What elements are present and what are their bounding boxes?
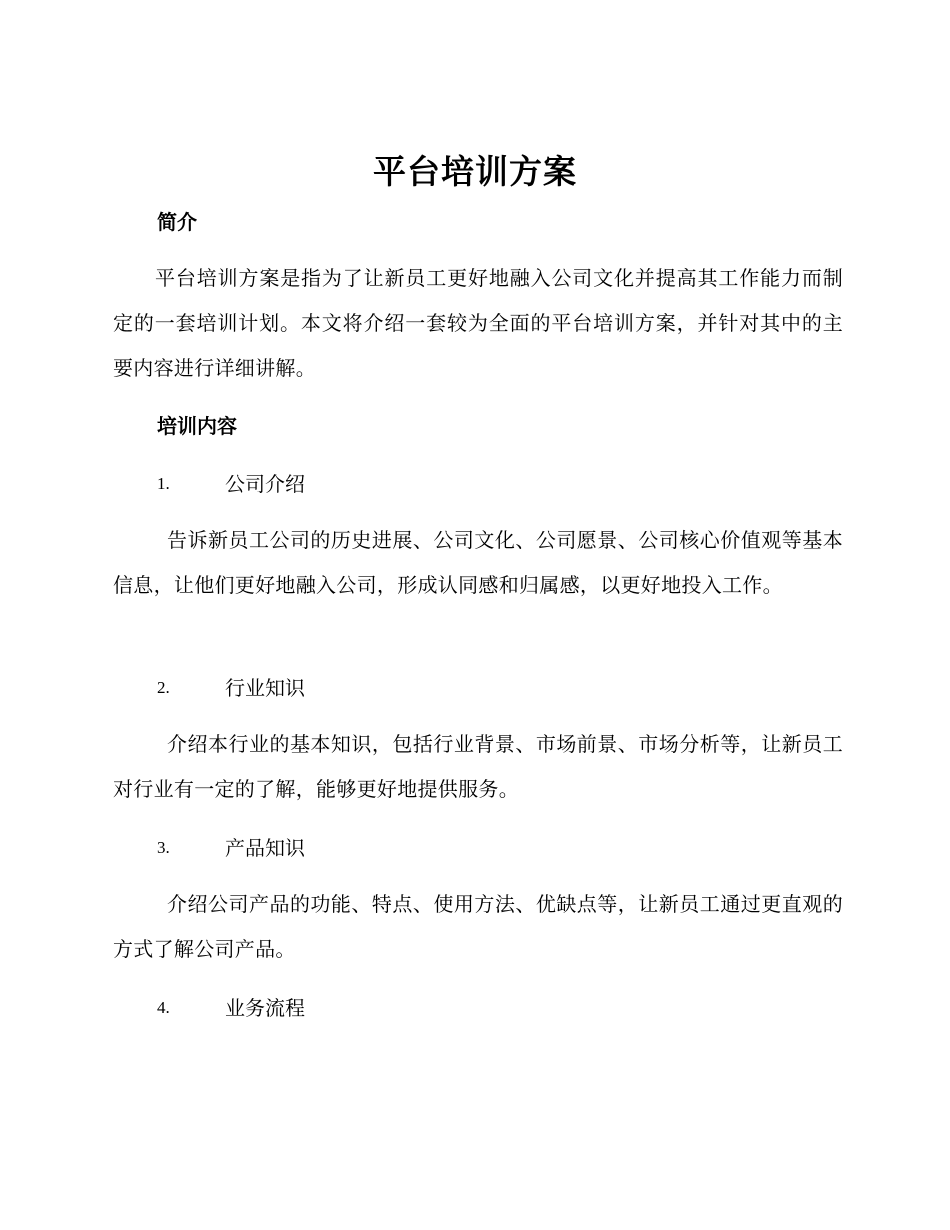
section-heading-intro: 简介: [157, 210, 197, 234]
section-heading-content: 培训内容: [157, 414, 237, 438]
document-title: 平台培训方案: [373, 152, 577, 191]
list-item-title: 公司介绍: [225, 472, 305, 496]
list-item-number: 4.: [157, 998, 170, 1017]
list-item-number: 2.: [157, 678, 170, 697]
intro-paragraph: 平台培训方案是指为了让新员工更好地融入公司文化并提高其工作能力而制定的一套培训计划。本文将介绍一套较为全面的平台培训方案，并针对其中的主要内容进行详细讲解。: [113, 266, 843, 380]
list-item-number: 3.: [157, 838, 170, 857]
list-item-title: 产品知识: [225, 836, 305, 860]
list-item-title: 业务流程: [225, 996, 305, 1020]
item-description-product-knowledge: 介绍公司产品的功能、特点、使用方法、优缺点等，让新员工通过更直观的方式了解公司产品。: [113, 892, 843, 961]
item-description-industry-knowledge: 介绍本行业的基本知识，包括行业背景、市场前景、市场分析等，让新员工对行业有一定的了解，能够更好地提供服务。: [113, 732, 843, 801]
list-item-number: 1.: [157, 474, 170, 493]
list-item-title: 行业知识: [225, 676, 305, 700]
item-description-company-intro: 告诉新员工公司的历史进展、公司文化、公司愿景、公司核心价值观等基本信息，让他们更好地融入公司，形成认同感和归属感，以更好地投入工作。: [113, 528, 843, 597]
